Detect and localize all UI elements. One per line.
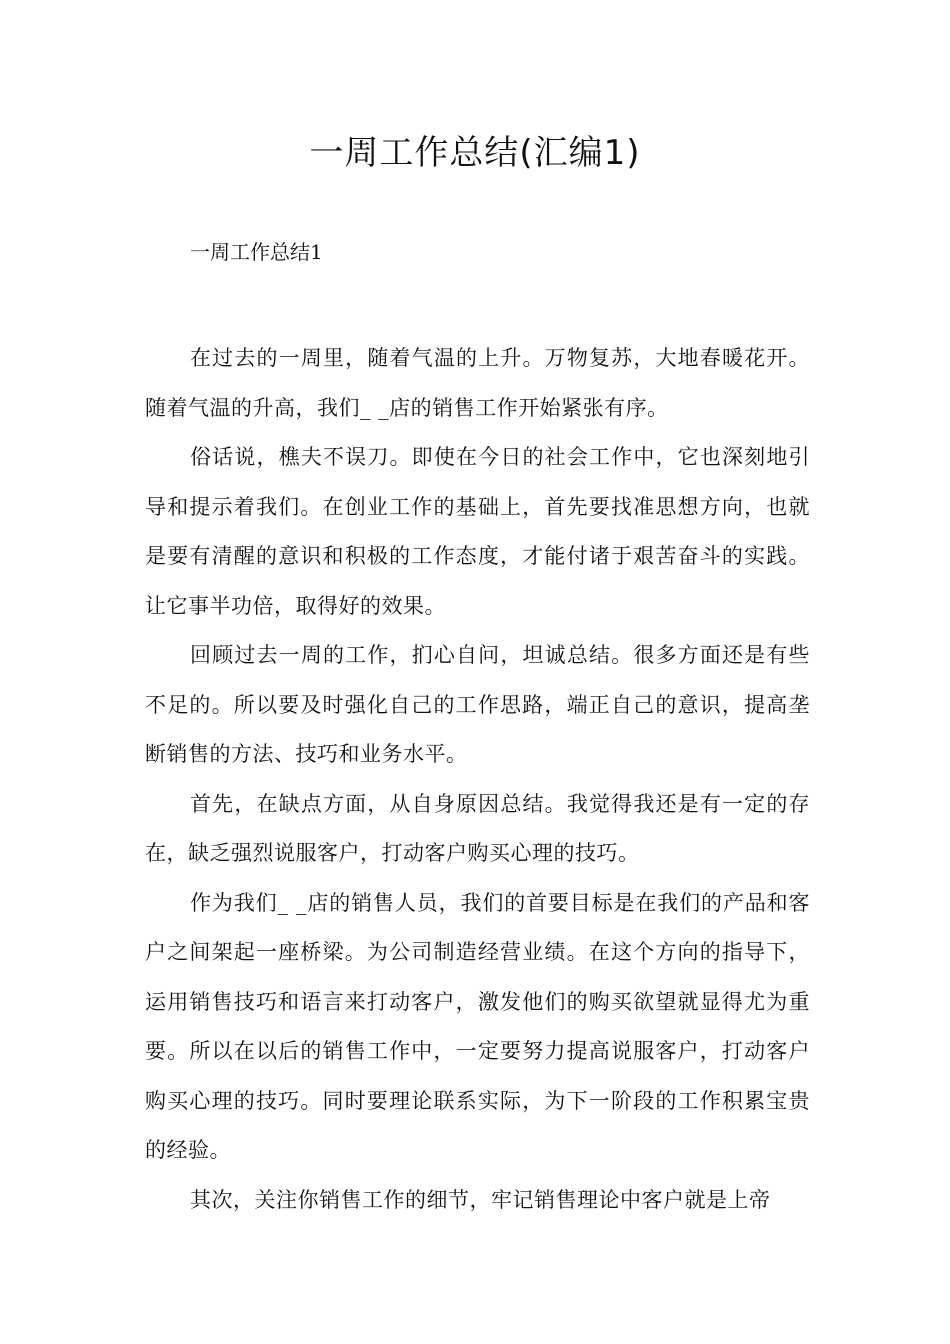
document-title: 一周工作总结(汇编1) [309,133,641,173]
paragraph: 首先，在缺点方面，从自身原因总结。我觉得我还是有一定的存在，缺乏强烈说服客户，打动客户购买心理的技巧。 [145,791,810,865]
document-body [145,334,810,1225]
paragraph: 在过去的一周里，随着气温的上升。万物复苏，大地春暖花开。随着气温的升高，我们_ _店的销售工作开始紧张有序。 [145,346,810,420]
paragraph: 俗话说，樵夫不误刀。即使在今日的社会工作中，它也深刻地引导和提示着我们。在创业工作的基础上，首先要找准思想方向，也就是要有清醒的意识和积极的工作态度，才能付诸于艰苦奋斗的实践。让它事半功倍，取得好的效果。 [145,445,810,618]
paragraph: 作为我们_ _店的销售人员，我们的首要目标是在我们的产品和客户之间架起一座桥梁。为公司制造经营业绩。在这个方向的指导下，运用销售技巧和语言来打动客户，激发他们的购买欲望就显得尤为重要。所以在以后的销售工作中，一定要努力提高说服客户，打动客户购买心理的技巧。同时要理论联系实际，为下一阶段的工作积累宝贵的经验。 [145,890,810,1162]
paragraph: 其次，关注你销售工作的细节，牢记销售理论中客户就是上帝 [190,1187,771,1212]
paragraph: 回顾过去一周的工作，扪心自问，坦诚总结。很多方面还是有些不足的。所以要及时强化自己的工作思路，端正自己的意识，提高垄断销售的方法、技巧和业务水平。 [145,643,810,766]
section-heading: 一周工作总结1 [190,240,323,264]
